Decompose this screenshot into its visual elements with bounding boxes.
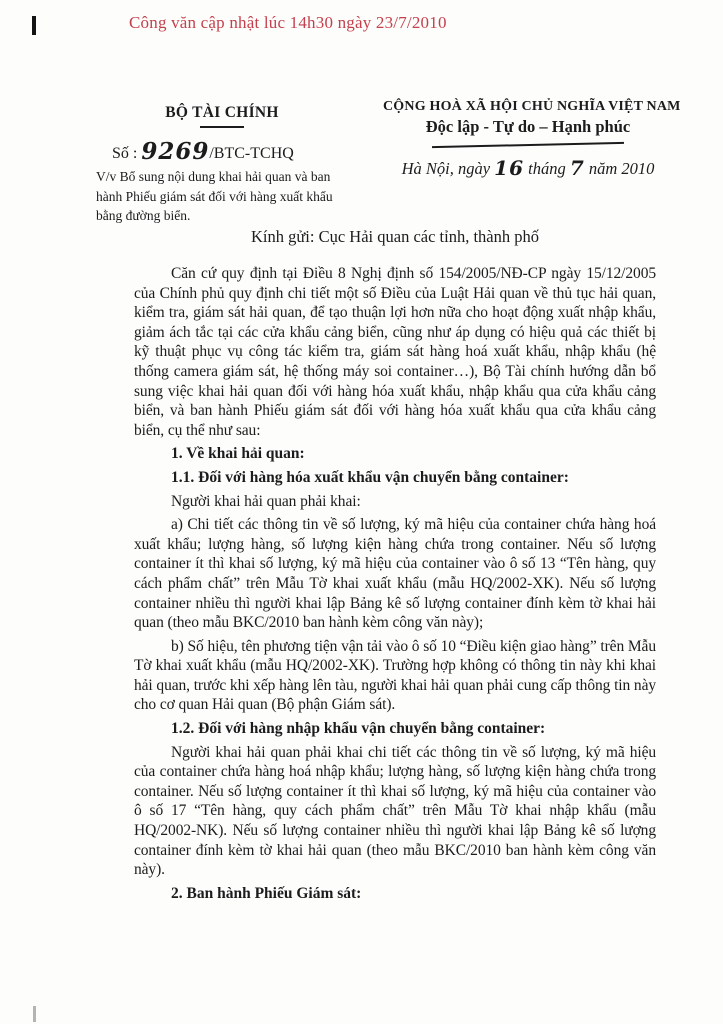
date-month-handwritten: 7 (569, 156, 585, 180)
section-1-2-heading: 1.2. Đối với hàng nhập khẩu vận chuyển bằng container: (171, 720, 546, 738)
document-body (134, 227, 656, 907)
country-name: CỘNG HOÀ XÃ HỘI CHỦ NGHĨA VIỆT NAM (383, 99, 681, 114)
section-1-1-intro: Người khai hải quan phải khai: (171, 492, 361, 510)
intro-paragraph: Căn cứ quy định tại Điều 8 Nghị định số 154/2005/NĐ-CP ngày 15/12/2005 của Chính phủ quy định chi tiết một số Điều của Luật Hải quan về thủ tục hải quan, kiểm tra, giám sát hải quan, để tạo thuận lợi hơn nữa cho hoạt động xuất nhập khẩu, giảm ách tắc tại các cửa khẩu cảng biển, cũng như áp dụng có hiệu quả các thiết bị kỹ thuật phục vụ công tác kiểm tra, giám sát hàng hoá xuất khẩu, nhập khẩu (hệ thống camera giám sát, hệ thống máy soi container…), Bộ Tài chính hướng dẫn bổ sung việc khai hải quan đối với hàng hóa xuất khẩu, nhập khẩu qua cửa khẩu cảng biển, và ban hành Phiếu giám sát đối với hàng hóa xuất khẩu qua cửa khẩu cảng biển, cụ thể như sau: (134, 265, 656, 439)
section-2-heading: 2. Ban hành Phiếu Giám sát: (171, 884, 362, 902)
scan-artifact-mark-top (32, 16, 36, 35)
date-year-label: năm 2010 (584, 159, 655, 178)
issuer-underline (200, 126, 244, 128)
date-prefix: Hà Nội, ngày (401, 159, 495, 178)
document-number-suffix: /BTC-TCHQ (209, 145, 294, 162)
document-number-label: Số : (112, 145, 142, 162)
section-1-2-paragraph: Người khai hải quan phải khai chi tiết các thông tin về số lượng, ký mã hiệu của container chứa hàng hoá nhập khẩu; lượng hàng, số lượng kiện hàng chứa trong container. Nếu số lượng container ít thì khai số lượng, ký mã hiệu của container vào ô số 17 “Tên hàng, quy cách phẩm chất” trên Mẫu Tờ khai nhập khẩu (mẫu HQ/2002-NK). Nếu số lượng container nhiều thì người khai lập Bảng kê số lượng container đính kèm tờ khai hải quan (theo mẫu BKC/2010 ban hành kèm công văn này). (134, 743, 656, 879)
motto-underline (432, 142, 624, 148)
document-number-handwritten: 9269 (141, 138, 210, 165)
national-header (383, 99, 681, 180)
date-month-label: tháng (524, 159, 570, 178)
section-1-1-item-a: a) Chi tiết các thông tin về số lượng, ký mã hiệu của container chứa hàng hoá xuất khẩu; lượng hàng, số lượng kiện hàng chứa trong container. Nếu số lượng container ít thì khai số lượng, ký mã hiệu của container vào ô số 13 “Tên hàng, quy cách phẩm chất” trên Mẫu Tờ khai xuất khẩu (mẫu HQ/2002-XK). Nếu số lượng container nhiều thì người khai lập Bảng kê số lượng container đính kèm tờ khai hải quan (theo mẫu BKC/2010 ban hành kèm công văn này); (134, 516, 656, 632)
update-notice: Công văn cập nhật lúc 14h30 ngày 23/7/2010 (129, 13, 447, 32)
place-and-date-line (383, 155, 673, 179)
scan-artifact-mark-bottom (33, 1006, 36, 1022)
section-1-1-heading: 1.1. Đối với hàng hóa xuất khẩu vận chuyển bằng container: (171, 468, 569, 486)
salutation-line: Kính gửi: Cục Hải quan các tỉnh, thành phố (250, 227, 539, 246)
date-day-handwritten: 16 (494, 156, 524, 180)
issuer-header (96, 104, 348, 226)
national-motto: Độc lập - Tự do – Hạnh phúc (425, 117, 631, 136)
section-1-heading: 1. Về khai hải quan: (171, 445, 305, 463)
issuer-org-name: BỘ TÀI CHÍNH (165, 104, 279, 121)
document-number-line (96, 137, 348, 164)
section-1-1-item-b: b) Số hiệu, tên phương tiện vận tải vào ô số 10 “Điều kiện giao hàng” trên Mẫu Tờ khai xuất khẩu (mẫu HQ/2002-XK). Trường hợp không có thông tin này khi khai hải quan, trước khi xếp hàng lên tàu, người khai hải quan phải cung cấp thông tin này cho cơ quan Hải quan (Bộ phận Giám sát). (134, 637, 656, 714)
document-subject: V/v Bổ sung nội dung khai hải quan và ban hành Phiếu giám sát đối với hàng xuất khẩu bằng đường biển. (96, 169, 333, 223)
